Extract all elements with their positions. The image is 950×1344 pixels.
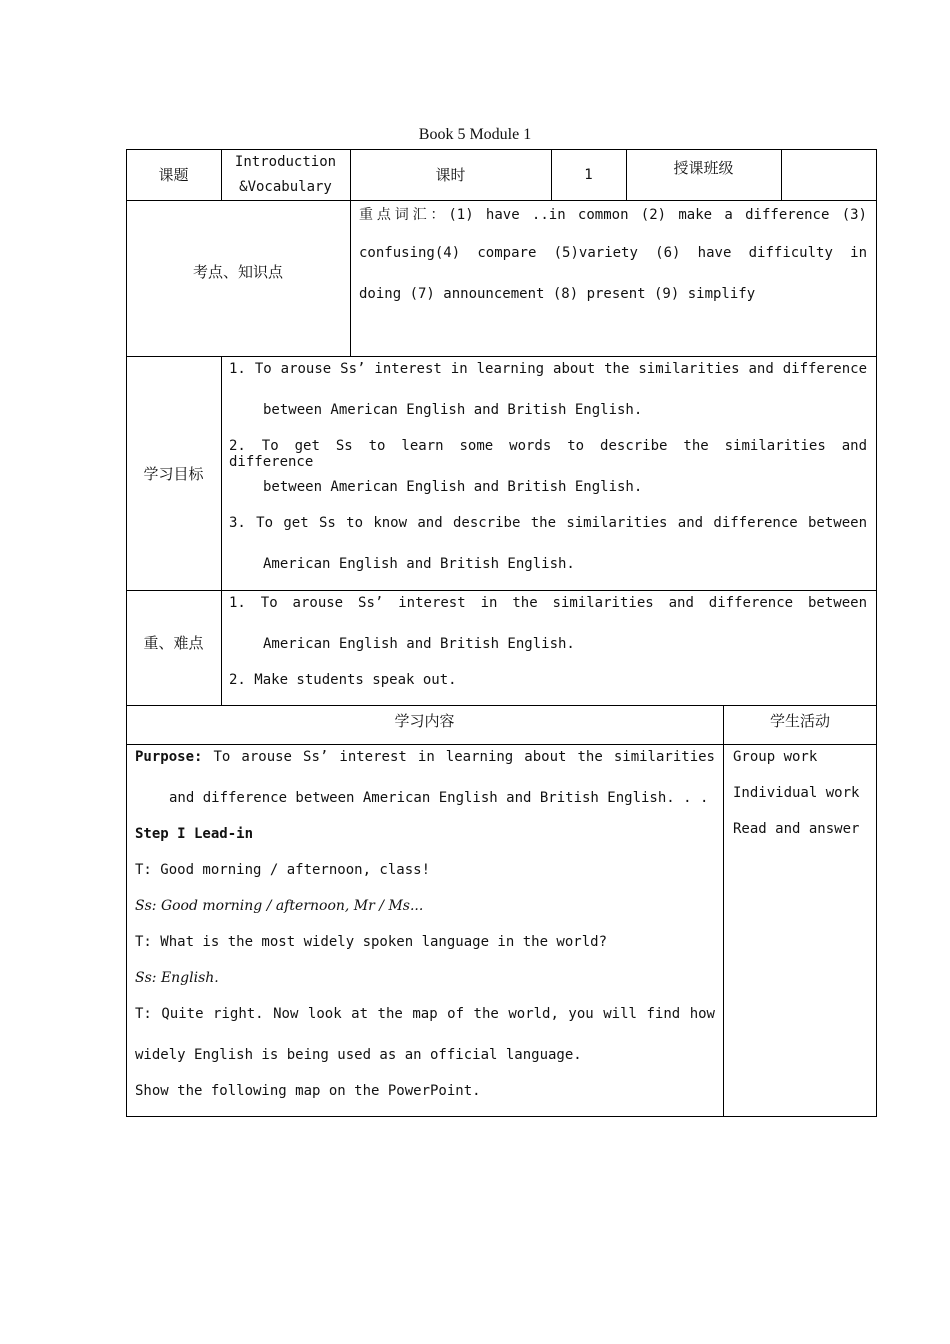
period-label: 课时 <box>435 166 466 184</box>
knowledge-line-1: 重点词汇：(1) have ..in common (2) make a difference (3) <box>359 207 867 223</box>
period-value: 1 <box>584 166 593 183</box>
class-label: 授课班级 <box>673 159 734 177</box>
teacher-line-1: T: Good morning / afternoon, class! <box>135 862 431 878</box>
key-points-label: 重、难点 <box>143 633 204 652</box>
key-point-2: 2. Make students speak out. <box>229 672 457 688</box>
objective-1-line-2: between American English and British English. <box>263 402 643 418</box>
activity-item: Read and answer <box>733 821 860 837</box>
purpose-line-2: and difference between American English and British English. . . <box>169 790 709 806</box>
row-divider <box>126 705 877 706</box>
objective-1-line-1: 1. To arouse Ss’ interest in learning about the similarities and difference <box>229 361 867 377</box>
objectives-label: 学习目标 <box>143 464 204 483</box>
row-divider <box>126 590 877 591</box>
student-line-1: Ss: Good morning / afternoon, Mr / Ms... <box>135 898 424 914</box>
purpose-label: Purpose: <box>135 749 203 765</box>
purpose-text: To arouse Ss’ interest in learning about the similarities <box>202 749 715 765</box>
col-divider <box>350 200 351 356</box>
objective-3-line-1: 3. To get Ss to know and describe the similarities and difference between <box>229 515 867 531</box>
col-divider <box>723 705 724 1117</box>
teacher-line-2: T: What is the most widely spoken language in the world? <box>135 934 608 950</box>
knowledge-line-3: doing (7) announcement (8) present (9) simplify <box>359 286 756 302</box>
key-point-1-line-1: 1. To arouse Ss’ interest in the similarities and difference between <box>229 595 867 611</box>
topic-value-line2: &Vocabulary <box>239 179 332 195</box>
knowledge-label: 考点、知识点 <box>192 263 283 281</box>
objective-2-line-2: between American English and British English. <box>263 479 643 495</box>
activity-item: Individual work <box>733 785 860 801</box>
objective-3-line-2: American English and British English. <box>263 556 575 572</box>
step-1-heading: Step I Lead-in <box>135 826 254 842</box>
knowledge-line-2: confusing(4) compare (5)variety (6) have difficulty in <box>359 245 867 261</box>
col-divider <box>221 356 222 705</box>
teacher-line-3b: widely English is being used as an official language. <box>135 1047 582 1063</box>
topic-value-line1: Introduction <box>234 154 337 170</box>
row-divider <box>126 356 877 357</box>
topic-label: 课题 <box>158 166 189 184</box>
student-line-2: Ss: English. <box>135 970 219 986</box>
objective-2-line-1: 2. To get Ss to learn some words to describe the similarities and difference <box>229 438 867 470</box>
row-divider <box>126 744 877 745</box>
topic-value <box>221 149 350 200</box>
content-header: 学习内容 <box>394 712 455 730</box>
document-title: Book 5 Module 1 <box>418 126 532 143</box>
teacher-line-3a: T: Quite right. Now look at the map of the world, you will find how <box>135 1006 715 1022</box>
key-point-1-line-2: American English and British English. <box>263 636 575 652</box>
instruction-line: Show the following map on the PowerPoint. <box>135 1083 481 1099</box>
purpose-line-1 <box>135 749 715 765</box>
class-value <box>781 149 877 200</box>
activity-item: Group work <box>733 749 818 765</box>
activities-header: 学生活动 <box>769 712 830 730</box>
